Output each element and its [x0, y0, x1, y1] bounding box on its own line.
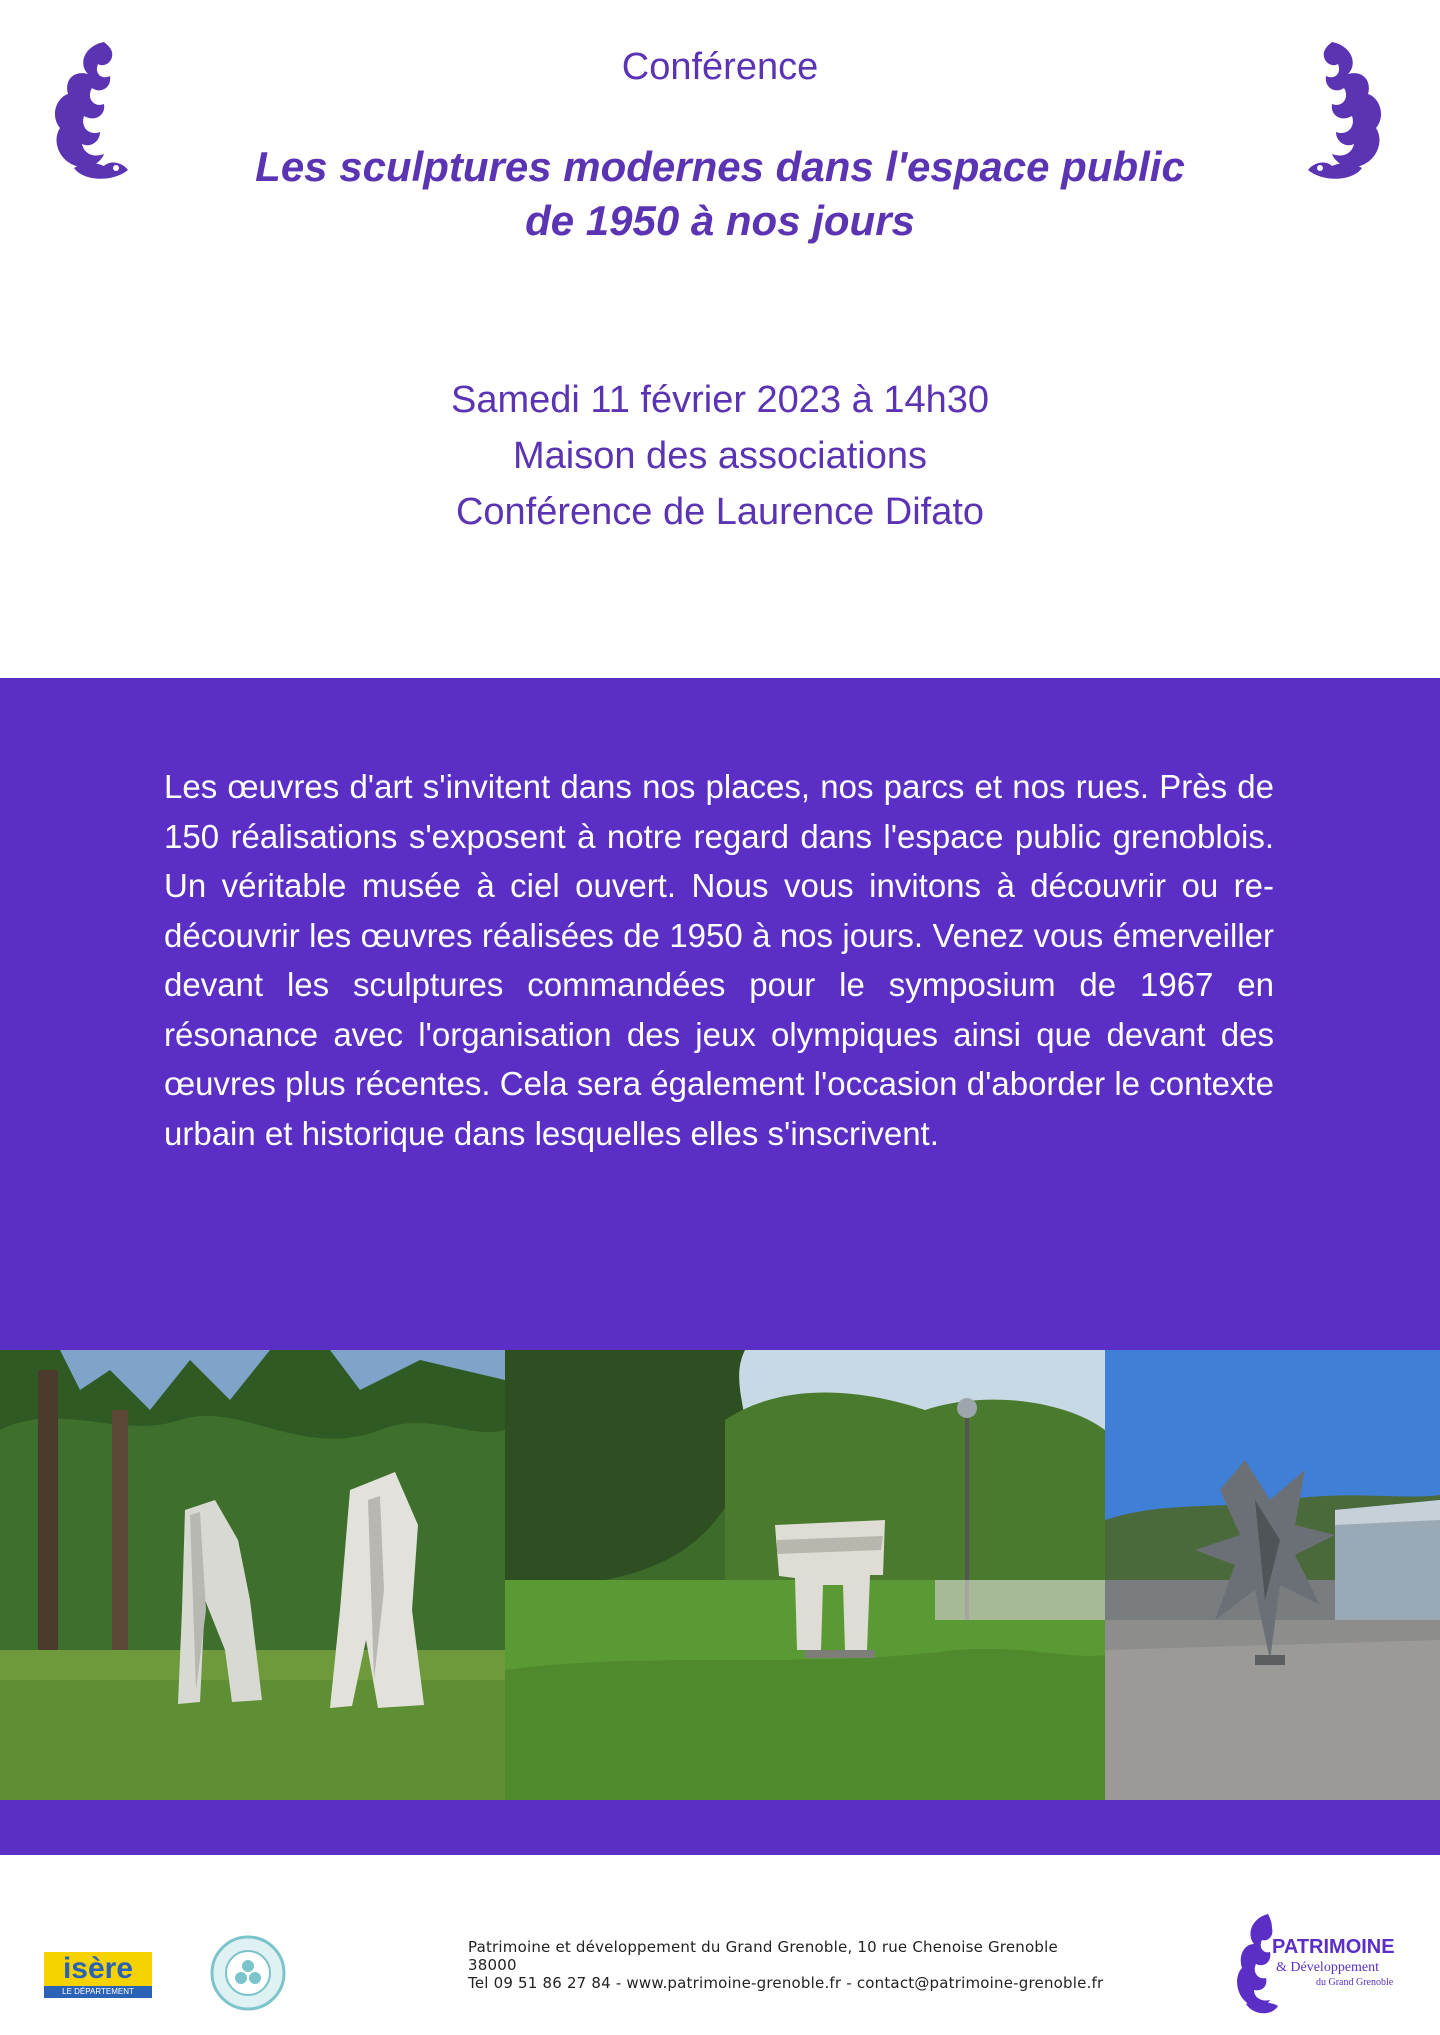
sculpture-photo-park-lawn: [505, 1350, 1105, 1800]
event-speaker: Conférence de Laurence Difato: [455, 491, 985, 533]
patrimoine-logo-line1: PATRIMOINE: [1272, 1936, 1395, 1958]
patrimoine-logo-line2: & Développement: [1276, 1960, 1380, 1975]
event-description: Les œuvres d'art s'invitent dans nos places, nos parcs et nos rues. Près de 150 réalisations s'exposent à notre regard dans l'espace public grenoblois. Un véritable musée à ciel ouvert. Nous vous invitons à découvrir ou re-découvrir les œuvres réalisées de 1950 à nos jours. Venez vous émerveiller devant les sculptures commandées pour le symposium de 1967 en résonance avec l'organisation des jeux olympiques ainsi que devant des œuvres plus récentes. Cela sera également l'occasion d'aborder le contexte urbain et historique dans lesquelles elles s'inscrivent.: [164, 768, 1274, 1152]
page-title: [0, 140, 1440, 248]
dolphin-logo-icon: [1232, 1910, 1280, 2020]
isere-department-logo: [44, 1952, 152, 1998]
title-line-1: Les sculptures modernes dans l'espace public: [255, 143, 1185, 190]
patrimoine-logo-line3: du Grand Grenoble: [1316, 1977, 1394, 1988]
footer-address: Patrimoine et développement du Grand Grenoble, 10 rue Chenoise Grenoble 38000: [468, 1938, 1058, 1974]
isere-logo-subtext: LE DÉPARTEMENT: [44, 1986, 152, 1998]
event-place: Maison des associations: [513, 435, 927, 477]
event-info: [0, 372, 1440, 540]
patrimoine-developpement-logo: [1232, 1910, 1400, 2020]
footer-contact: Tel 09 51 86 27 84 - www.patrimoine-grenoble.fr - contact@patrimoine-grenoble.fr: [468, 1974, 1104, 1992]
sculpture-photo-plaza: [1105, 1350, 1440, 1800]
title-line-2: de 1950 à nos jours: [525, 197, 915, 244]
event-date-time: Samedi 11 février 2023 à 14h30: [451, 379, 989, 421]
sculpture-photo-park-trees: [0, 1350, 505, 1800]
isere-logo-text: isère: [44, 1952, 152, 1986]
ville-de-grenoble-seal-icon: [210, 1935, 286, 2011]
conference-kicker: Conférence: [621, 46, 819, 88]
